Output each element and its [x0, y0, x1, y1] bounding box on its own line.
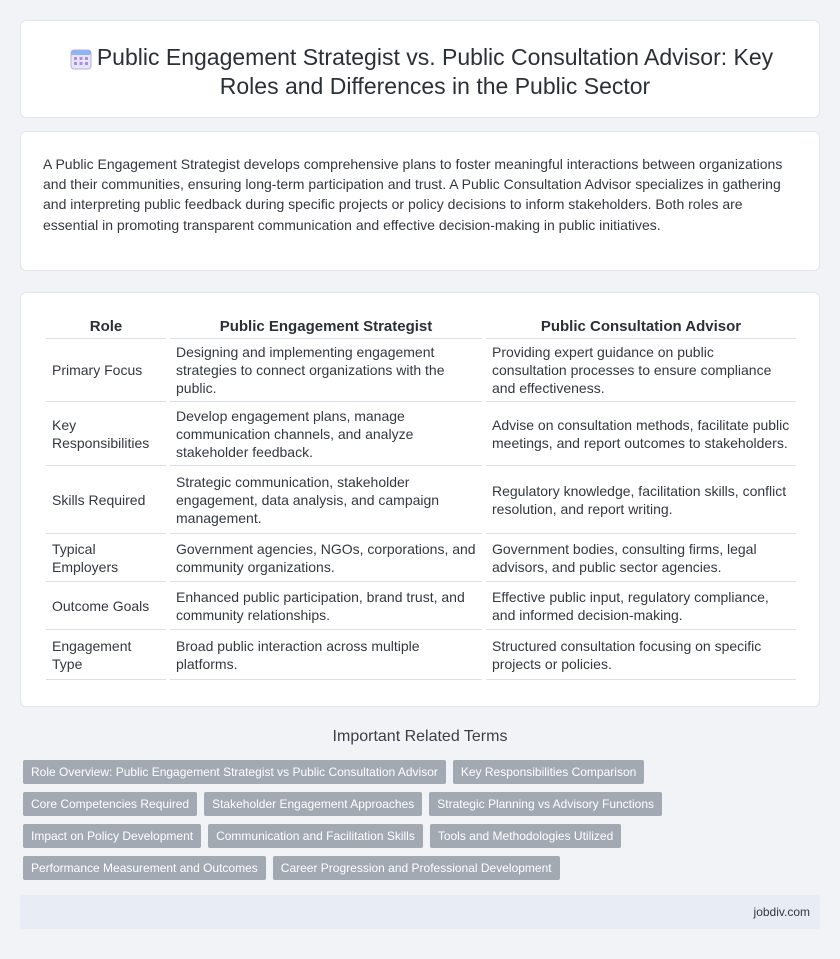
- strategist-cell: Develop engagement plans, manage communication channels, and analyze stakeholder feedback.: [170, 402, 482, 466]
- term-chip[interactable]: Communication and Facilitation Skills: [208, 824, 423, 848]
- header-strategist: Public Engagement Strategist: [170, 315, 482, 339]
- table-header-row: [46, 315, 796, 339]
- term-chip[interactable]: Strategic Planning vs Advisory Functions: [429, 792, 662, 816]
- advisor-cell: Effective public input, regulatory compliance, and informed decision-making.: [486, 582, 796, 630]
- table-row: [46, 582, 796, 630]
- strategist-cell: Broad public interaction across multiple platforms.: [170, 630, 482, 680]
- page-title: Public Engagement Strategist vs. Public Consultation Advisor: Key Roles and Differences in the Public Sector: [96, 44, 774, 99]
- row-label: Typical Employers: [46, 534, 166, 582]
- advisor-cell: Structured consultation focusing on specific projects or policies.: [486, 630, 796, 680]
- footer: [20, 895, 820, 929]
- term-chip[interactable]: Impact on Policy Development: [23, 824, 201, 848]
- related-terms-list: [23, 760, 823, 888]
- header-advisor: Public Consultation Advisor: [486, 315, 796, 339]
- term-chip[interactable]: Key Responsibilities Comparison: [453, 760, 644, 784]
- comparison-card: [20, 292, 820, 707]
- table-row: [46, 466, 796, 534]
- advisor-cell: Providing expert guidance on public consultation processes to ensure compliance and effectiveness.: [486, 339, 796, 402]
- term-chip[interactable]: Stakeholder Engagement Approaches: [204, 792, 422, 816]
- term-chip[interactable]: Core Competencies Required: [23, 792, 197, 816]
- strategist-cell: Enhanced public participation, brand trust, and community relationships.: [170, 582, 482, 630]
- header-role: Role: [46, 315, 166, 339]
- table-row: [46, 630, 796, 680]
- row-label: Outcome Goals: [46, 582, 166, 630]
- table-row: [46, 339, 796, 402]
- table-row: [46, 534, 796, 582]
- comparison-table: [42, 315, 800, 680]
- footer-site-link[interactable]: jobdiv.com: [753, 905, 810, 919]
- term-chip[interactable]: Role Overview: Public Engagement Strategist vs Public Consultation Advisor: [23, 760, 446, 784]
- strategist-cell: Designing and implementing engagement strategies to connect organizations with the public.: [170, 339, 482, 402]
- strategist-cell: Government agencies, NGOs, corporations, and community organizations.: [170, 534, 482, 582]
- title-card: [20, 20, 820, 118]
- advisor-cell: Regulatory knowledge, facilitation skills, conflict resolution, and report writing.: [486, 466, 796, 534]
- intro-text: A Public Engagement Strategist develops comprehensive plans to foster meaningful interactions between organizations and their communities, ensuring long-term participation and trust. A Public Consultation Advisor specializes in gathering and interpreting public feedback during specific projects or policy decisions to inform stakeholders. Both roles are essential in promoting transparent communication and effective decision-making in public initiatives.: [43, 156, 783, 233]
- strategist-cell: Strategic communication, stakeholder engagement, data analysis, and campaign management.: [170, 466, 482, 534]
- intro-card: [20, 131, 820, 271]
- row-label: Skills Required: [46, 466, 166, 534]
- term-chip[interactable]: Career Progression and Professional Development: [273, 856, 560, 880]
- row-label: Engagement Type: [46, 630, 166, 680]
- term-chip[interactable]: Tools and Methodologies Utilized: [430, 824, 621, 848]
- row-label: Key Responsibilities: [46, 402, 166, 466]
- term-chip[interactable]: Performance Measurement and Outcomes: [23, 856, 266, 880]
- related-terms-title: Important Related Terms: [332, 728, 508, 745]
- advisor-cell: Advise on consultation methods, facilitate public meetings, and report outcomes to stakeholders.: [486, 402, 796, 466]
- row-label: Primary Focus: [46, 339, 166, 402]
- table-row: [46, 402, 796, 466]
- advisor-cell: Government bodies, consulting firms, legal advisors, and public sector agencies.: [486, 534, 796, 582]
